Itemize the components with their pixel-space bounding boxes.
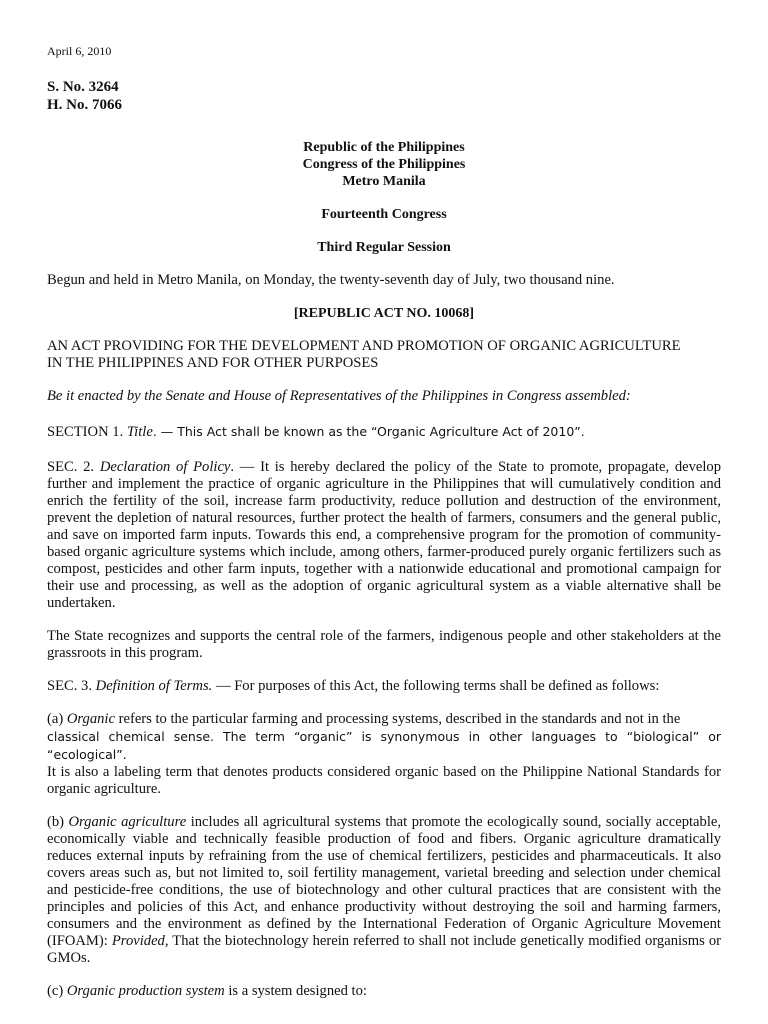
- enacting-clause: Be it enacted by the Senate and House of Representatives of the Philippines in Congress assembled:: [47, 388, 631, 404]
- definition-b-text-2: That the biotechnology herein referred to shall not include genetically modified organisms or GMOs.: [47, 933, 721, 966]
- begun-statement: Begun and held in Metro Manila, on Monday, the twenty-seventh day of July, two thousand nine.: [47, 272, 615, 288]
- definition-a-label: (a): [47, 711, 67, 727]
- house-bill-number: H. No. 7066: [47, 97, 122, 113]
- section-3-heading: Definition of Terms.: [95, 678, 213, 694]
- section-2: [47, 459, 721, 612]
- definition-a-text-1: refers to the particular farming and processing systems, described in the standards and not in the: [114, 711, 681, 727]
- definition-a-line-2: [47, 728, 721, 764]
- country-heading: Republic of the Philippines: [303, 140, 465, 155]
- section-1-prefix: SECTION 1.: [47, 424, 127, 440]
- section-2-prefix: SEC. 2.: [47, 459, 100, 475]
- definition-a-text-2: classical chemical sense. The term “organic” is synonymous in other languages to “biological” or “ecological”.: [47, 729, 721, 762]
- senate-bill-number: S. No. 3264: [47, 79, 119, 95]
- session-heading: Third Regular Session: [317, 240, 451, 255]
- place-heading: Metro Manila: [342, 174, 426, 189]
- definition-b-label: (b): [47, 814, 69, 830]
- definition-c-label: (c): [47, 983, 67, 999]
- definition-b-text-1: includes all agricultural systems that promote the ecologically sound, socially acceptable, economically viable and technically feasible production of food and fibers. Organic agriculture dramatically reduces external inputs by refraining from the use of chemical fertilizers, pesticides and pharmaceuticals. It also covers areas such as, but not limited to, soil fertility management, varietal breeding and selection under chemical and pesticide-free conditions, the use of biotechnology and other cultural practices that are consistent with the principles and policies of this Act, and enhance productivity without destroying the soil and harming farmers, consumers and the environment as defined by the International Federation of Organic Agriculture Movement (IFOAM):: [47, 814, 721, 949]
- definition-b-term: Organic agriculture: [68, 814, 187, 830]
- definition-c-term: Organic production system: [66, 983, 225, 999]
- section-2-heading: Declaration of Policy: [99, 459, 231, 475]
- congress-heading: Fourteenth Congress: [321, 207, 447, 222]
- definition-a-text-3: It is also a labeling term that denotes products considered organic based on the Philippine National Standards for organic agriculture.: [47, 764, 721, 797]
- section-3-text: — For purposes of this Act, the following terms shall be defined as follows:: [212, 678, 660, 694]
- section-3: [47, 678, 721, 695]
- section-2-text: . — It is hereby declared the policy of the State to promote, propagate, develop further and implement the practice of organic agriculture in the Philippines that will cumulatively condition and enrich the fertility of the soil, increase farm productivity, reduce pollution and destruction of the environment, prevent the depletion of natural resources, further protect the health of farmers, consumers and the general public, and save on imported farm inputs. Towards this end, a comprehensive program for the promotion of community-based organic agriculture systems which include, among others, farmer-produced purely organic fertilizers such as compost, pesticides and other farm inputs, together with a nationwide educational and promotional campaign for their use and processing, as well as the adoption of organic agricultural system as a viable alternative shall be undertaken.: [47, 459, 722, 611]
- act-number: [REPUBLIC ACT NO. 10068]: [293, 306, 475, 321]
- act-title-line-1: AN ACT PROVIDING FOR THE DEVELOPMENT AND PROMOTION OF ORGANIC AGRICULTURE: [47, 338, 681, 354]
- section-2-paragraph-2: The State recognizes and supports the central role of the farmers, indigenous people and other stakeholders at the grassroots in this program.: [47, 628, 721, 661]
- congress-of-heading: Congress of the Philippines: [302, 157, 466, 172]
- section-1: [47, 423, 721, 441]
- section-3-prefix: SEC. 3.: [47, 678, 96, 694]
- definition-b: [47, 814, 721, 967]
- definition-a: [47, 711, 721, 728]
- section-1-heading: Title: [126, 424, 153, 440]
- definition-c: [47, 983, 721, 1000]
- definition-c-text: is a system designed to:: [224, 983, 367, 999]
- act-title-line-2: IN THE PHILIPPINES AND FOR OTHER PURPOSES: [47, 355, 379, 371]
- document-date: April 6, 2010: [47, 44, 112, 58]
- section-1-text: . — This Act shall be known as the “Organic Agriculture Act of 2010”.: [152, 424, 585, 439]
- definition-a-term: Organic: [66, 711, 115, 727]
- definition-b-provided: Provided,: [111, 933, 169, 949]
